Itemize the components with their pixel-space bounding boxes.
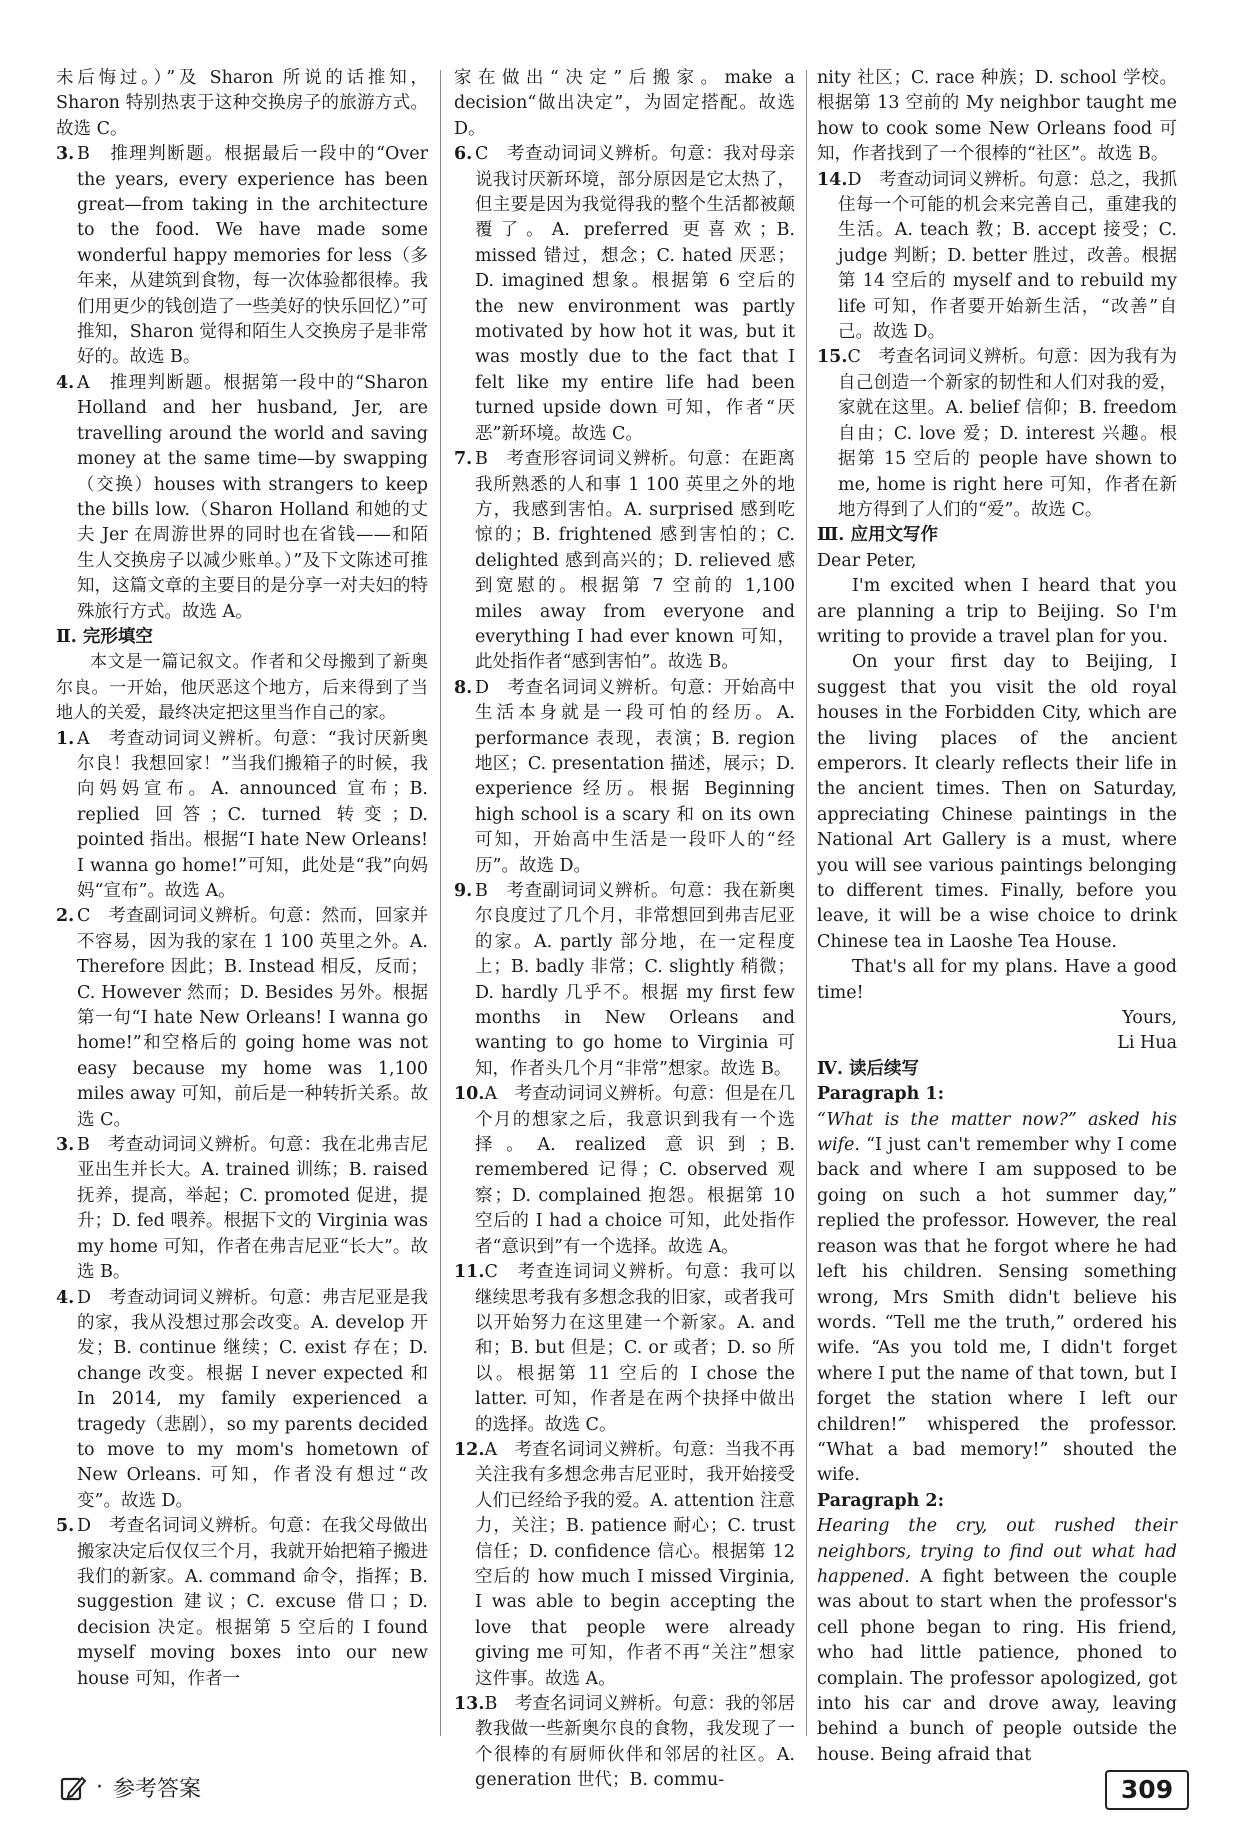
letter-salutation: Dear Peter,	[817, 550, 917, 571]
answer-item: 4. A 推理判断题。根据第一段中的“Sharon Holland and her husband, Jer, are travelling around the world and saving money at the same time—by swapping（交换）houses with strangers to keep the bills low.（Sharon Holland 和她的丈夫 Jer 在周游世界的同时也在省钱——和陌生人交换房子以减少账单。）”及下文陈述可推知，这篇文章的主要目的是分享一对夫妇的特殊旅行方式。故选 A。	[56, 372, 428, 622]
continued-text: 未后悔过。）”及 Sharon 所说的话推知，Sharon 特别热衷于这种交换房子的旅游方式。故选 C。	[56, 68, 428, 139]
paragraph-label: Paragraph 2:	[817, 1490, 945, 1511]
column-2	[454, 66, 795, 1794]
pencil-icon	[60, 1775, 86, 1801]
footer-dot: ·	[96, 1775, 103, 1800]
letter-signature: Li Hua	[1117, 1033, 1177, 1054]
column-1	[56, 66, 428, 1692]
answer-item: 1. A 考查动词词义辨析。句意：“我讨厌新奥尔良！我想回家！”当我们搬箱子的时候，我向妈妈宣布。A. announced 宣布；B. replied 回答；C. turned 转变；D. pointed 指出。根据“I hate New Orleans! I wanna go home!”可知，此处是“我”向妈妈“宣布”。故选 A。	[56, 728, 428, 901]
answer-item: 13.B 考查名词词义辨析。句意：我的邻居教我做一些新奥尔良的食物，我发现了一个很棒的有厨师伙伴和邻居的社区。A. generation 世代；B. commu-	[454, 1694, 795, 1791]
answer-item: 7. B 考查形容词词义辨析。句意：在距离我所熟悉的人和事 1 100 英里之外的地方，我感到害怕。A. surprised 感到吃惊的；B. frightened 感到害怕的；C. delighted 感到高兴的；D. relieved 感到宽慰的。根据第 7 空前的 1,100 miles away from everyone and everything I had ever known 可知，此处指作者“感到害怕”。故选 B。	[454, 449, 795, 673]
section-heading-continuation: Ⅳ. 读后续写	[817, 1058, 920, 1079]
section-heading-writing: Ⅲ. 应用文写作	[817, 525, 938, 546]
section-intro: 本文是一篇记叙文。作者和父母搬到了新奥尔良。一开始，他厌恶这个地方，后来得到了当地人的关爱，最终决定把这里当作自己的家。	[56, 652, 428, 724]
answer-item: 4. D 考查动词词义辨析。句意：弗吉尼亚是我的家，我从没想过那会改变。A. develop 开发；B. continue 继续；C. exist 存在；D. change 改变。根据 I never expected 和 In 2014, my family experienced a tragedy（悲剧），so my parents decided to move to my mom's hometown of New Orleans. 可知，作者没有想过“改变”。故选 D。	[56, 1287, 428, 1511]
page-number: 309	[1105, 1770, 1189, 1810]
footer-label: 参考答案	[113, 1777, 202, 1802]
answer-item: 5. D 考查名词词义辨析。句意：在我父母做出搬家决定后仅仅三个月，我就开始把箱子搬进我们的新家。A. command 命令，指挥；B. suggestion 建议；C. excuse 借口；D. decision 决定。根据第 5 空后的 I found myself moving boxes into our new house 可知，作者一	[56, 1516, 428, 1689]
answer-item: 14.D 考查动词词义辨析。句意：总之，我抓住每一个可能的机会来完善自己，重建我的生活。A. teach 教；B. accept 接受；C. judge 判断；D. better 胜过，改善。根据第 14 空后的 myself and to rebuild my life 可知，作者要开始新生活，“改善”自己。故选 D。	[817, 169, 1177, 343]
answer-item: 11.C 考查连词词义辨析。句意：我可以继续思考我有多想念我的旧家，或者我可以开始努力在这里建一个新家。A. and 和；B. but 但是；C. or 或者；D. so 所以。根据第 11 空后的 I chose the latter. 可知，作者是在两个抉择中做出的选择。故选 C。	[454, 1262, 795, 1435]
continued-text: nity 社区；C. race 种族；D. school 学校。根据第 13 空前的 My neighbor taught me how to cook some New Orleans food 可知，作者找到了一个很棒的“社区”。故选 B。	[817, 68, 1177, 165]
answer-item: 3. B 推理判断题。根据最后一段中的“Over the years, every experience has been great—from taking in the architecture to the food. We have made some wonderful happy memories for less（多年来，从建筑到食物，每一次体验都很棒。我们用更少的钱创造了一些美好的快乐回忆）”可推知，Sharon 觉得和陌生人交换房子是非常好的。故选 B。	[56, 144, 428, 368]
letter-closing: Yours,	[1122, 1008, 1177, 1029]
answer-item: 6. C 考查动词词义辨析。句意：我对母亲说我讨厌新环境，部分原因是它太热了，但主要是因为我觉得我的整个生活都被颠覆了。A. preferred 更喜欢；B. missed 错过，想念；C. hated 厌恶；D. imagined 想象。根据第 6 空后的 the new environment was partly motivated by how hot it was, but it was mostly due to the fact that I felt like my entire life had been turned upside down 可知，作者“厌恶”新环境。故选 C。	[454, 144, 795, 444]
paragraph-label: Paragraph 1:	[817, 1084, 945, 1105]
column-divider	[806, 70, 807, 1736]
model-letter	[817, 549, 1177, 1057]
column-divider	[440, 70, 441, 1736]
column-3	[817, 66, 1177, 1768]
story-paragraph: “What is the matter now?” asked his wife. “I just can't remember why I come back and where I am supposed to be going on such a hot summer day,” replied the professor. However, the real reason was that he forgot where he had left his children. Sensing something wrong, Mrs Smith didn't believe his words. “Tell me the truth,” ordered his wife. “As you told me, I didn't forget where I put the name of that town, but I forget the station where I left our children!” whispered the professor. “What a bad memory!” shouted the wife.	[817, 1109, 1177, 1486]
answer-item: 12.A 考查名词词义辨析。句意：当我不再关注我有多想念弗吉尼亚时，我开始接受人们已经给予我的爱。A. attention 注意力，关注；B. patience 耐心；C. trust 信任；D. confidence 信心。根据第 12 空后的 how much I missed Virginia, I was able to begin accepting the love that people were already giving me 可知，作者不再“关注”想家这件事。故选 A。	[454, 1439, 795, 1689]
answer-item: 9. B 考查副词词义辨析。句意：我在新奥尔良度过了几个月，非常想回到弗吉尼亚的家。A. partly 部分地，在一定程度上；B. badly 非常；C. slightly 稍微；D. hardly 几乎不。根据 my first few months in New Orleans and wanting to go home to Virginia 可知，作者头几个月“非常”想家。故选 B。	[454, 881, 795, 1079]
letter-paragraph: I'm excited when I heard that you are planning a trip to Beijing. So I'm writing to provide a travel plan for you.	[817, 576, 1177, 647]
letter-paragraph: On your first day to Beijing, I suggest that you visit the old royal houses in the Forbidden City, which are the living places of the ancient emperors. It clearly reflects their life in the ancient times. Then on Saturday, appreciating Chinese paintings in the National Art Gallery is a must, where you will see various paintings belonging to different times. Finally, before you leave, it will be a wise choice to drink Chinese tea in Laoshe Tea House.	[817, 652, 1177, 952]
answer-item: 8. D 考查名词词义辨析。句意：开始高中生活本身就是一段可怕的经历。A. performance 表现，表演；B. region 地区；C. presentation 描述，展示；D. experience 经历。根据 Beginning high school is a scary 和 on its own 可知，开始高中生活是一段吓人的“经历”。故选 D。	[454, 677, 795, 876]
continued-text: 家在做出“决定”后搬家。make a decision“做出决定”，为固定搭配。故选 D。	[454, 68, 795, 139]
answer-item: 2. C 考查副词词义辨析。句意：然而，回家并不容易，因为我的家在 1 100 英里之外。A. Therefore 因此；B. Instead 相反，反而；C. However 然而；D. Besides 另外。根据第一句“I hate New Orleans! I wanna go home!”和空格后的 going home was not easy because my home was 1,100 miles away 可知，前后是一种转折关系。故选 C。	[56, 906, 428, 1130]
answer-item: 15.C 考查名词词义辨析。句意：因为我有为自己创造一个新家的韧性和人们对我的爱，家就在这里。A. belief 信仰；B. freedom 自由；C. love 爱；D. interest 兴趣。根据第 15 空后的 people have shown to me, home is right here 可知，作者在新地方得到了人们的“爱”。故选 C。	[817, 347, 1177, 520]
page-footer	[60, 1772, 201, 1803]
answer-item: 3. B 考查动词词义辨析。句意：我在北弗吉尼亚出生并长大。A. trained 训练；B. raised 抚养，提高，举起；C. promoted 促进，提升；D. fed 喂养。根据下文的 Virginia was my home 可知，作者在弗吉尼亚“长大”。故选 B。	[56, 1135, 428, 1283]
letter-paragraph: That's all for my plans. Have a good time!	[817, 957, 1177, 1003]
answer-item: 10.A 考查动词词义辨析。句意：但是在几个月的想家之后，我意识到我有一个选择。A. realized 意识到；B. remembered 记得；C. observed 观察；D. complained 抱怨。根据第 10 空后的 I had a choice 可知，此处指作者“意识到”有一个选择。故选 A。	[454, 1084, 795, 1257]
continuation-writing	[817, 1082, 1177, 1768]
story-paragraph: Hearing the cry, out rushed their neighbors, trying to find out what had happened. A fight between the couple was about to start when the professor's cell phone began to ring. His friend, who had little patience, phoned to complain. The professor apologized, got into his car and drove away, leaving behind a bunch of people outside the house. Being afraid that	[817, 1516, 1177, 1765]
section-heading-cloze: Ⅱ. 完形填空	[56, 626, 153, 647]
